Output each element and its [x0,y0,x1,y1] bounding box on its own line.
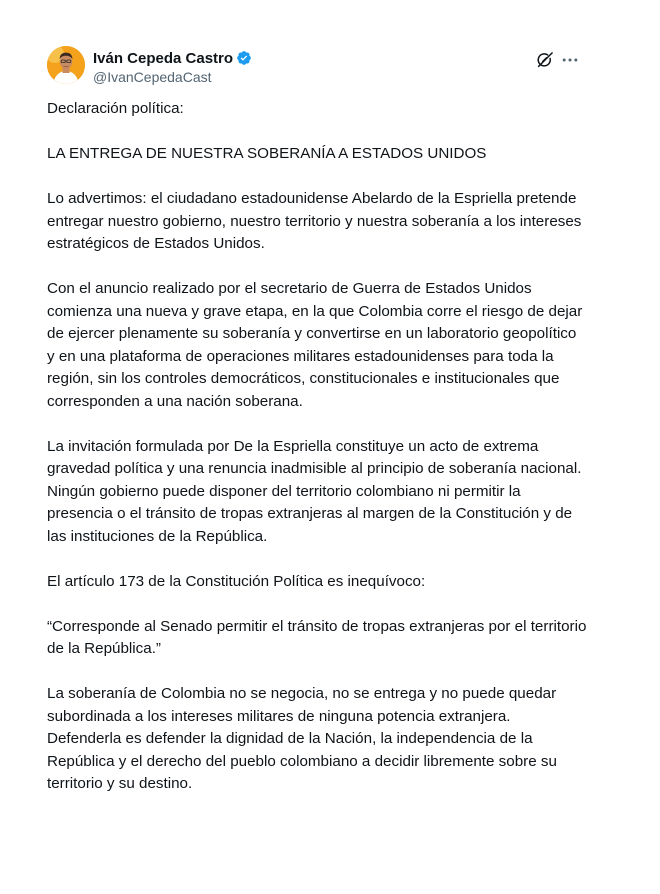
paragraph: LA ENTREGA DE NUESTRA SOBERANÍA A ESTADOS UNIDOS [47,145,487,162]
paragraph: La soberanía de Colombia no se negocia, no se entrega y no puede quedar subordinada a los intereses militares de ninguna potencia extranjera. Defenderla es defender la dignidad de la Nación, la independencia de la República y el derecho del pueblo colombiano a decidir libremente sobre su territorio y su destino. [47,685,557,792]
profile-photo-icon [47,46,85,84]
paragraph: Con el anuncio realizado por el secretario de Guerra de Estados Unidos comienza una nueva y grave etapa, en la que Colombia corre el riesgo de dejar de ejercer plenamente su soberanía y convertirse en un laboratorio geopolítico y en una plataforma de operaciones militares estadounidenses para toda la región, sin los controles democráticos, constitucionales e institucionales que corresponden a una nación soberana. [47,280,583,410]
tweet-header [47,46,587,88]
avatar[interactable] [47,46,85,84]
paragraph: La invitación formulada por De la Espriella constituye un acto de extrema gravedad política y una renuncia inadmisible al principio de soberanía nacional. Ningún gobierno puede disponer del territorio colombiano ni permitir la presencia o el tránsito de tropas extranjeras al margen de la Constitución y de las instituciones de la República. [47,437,582,545]
paragraph: El artículo 173 de la Constitución Política es inequívoco: [47,572,426,590]
paragraph: “Corresponde al Senado permitir el tránsito de tropas extranjeras por el territorio de la República.” [47,617,587,657]
paragraph: Lo advertimos: el ciudadano estadounidense Abelardo de la Espriella pretende entregar nuestro gobierno, nuestro territorio y nuestra soberanía a los intereses estratégicos de Estados Unidos. [47,190,582,252]
author-block [93,48,252,85]
display-name[interactable]: Iván Cepeda Castro [93,49,234,67]
more-icon[interactable] [560,50,580,70]
paragraph: Declaración política: [47,100,184,117]
verified-badge-icon[interactable] [236,50,252,66]
grok-icon[interactable] [536,51,554,69]
tweet-text [47,98,587,818]
handle[interactable]: @IvanCepedaCast [93,69,212,85]
name-row [93,48,252,68]
